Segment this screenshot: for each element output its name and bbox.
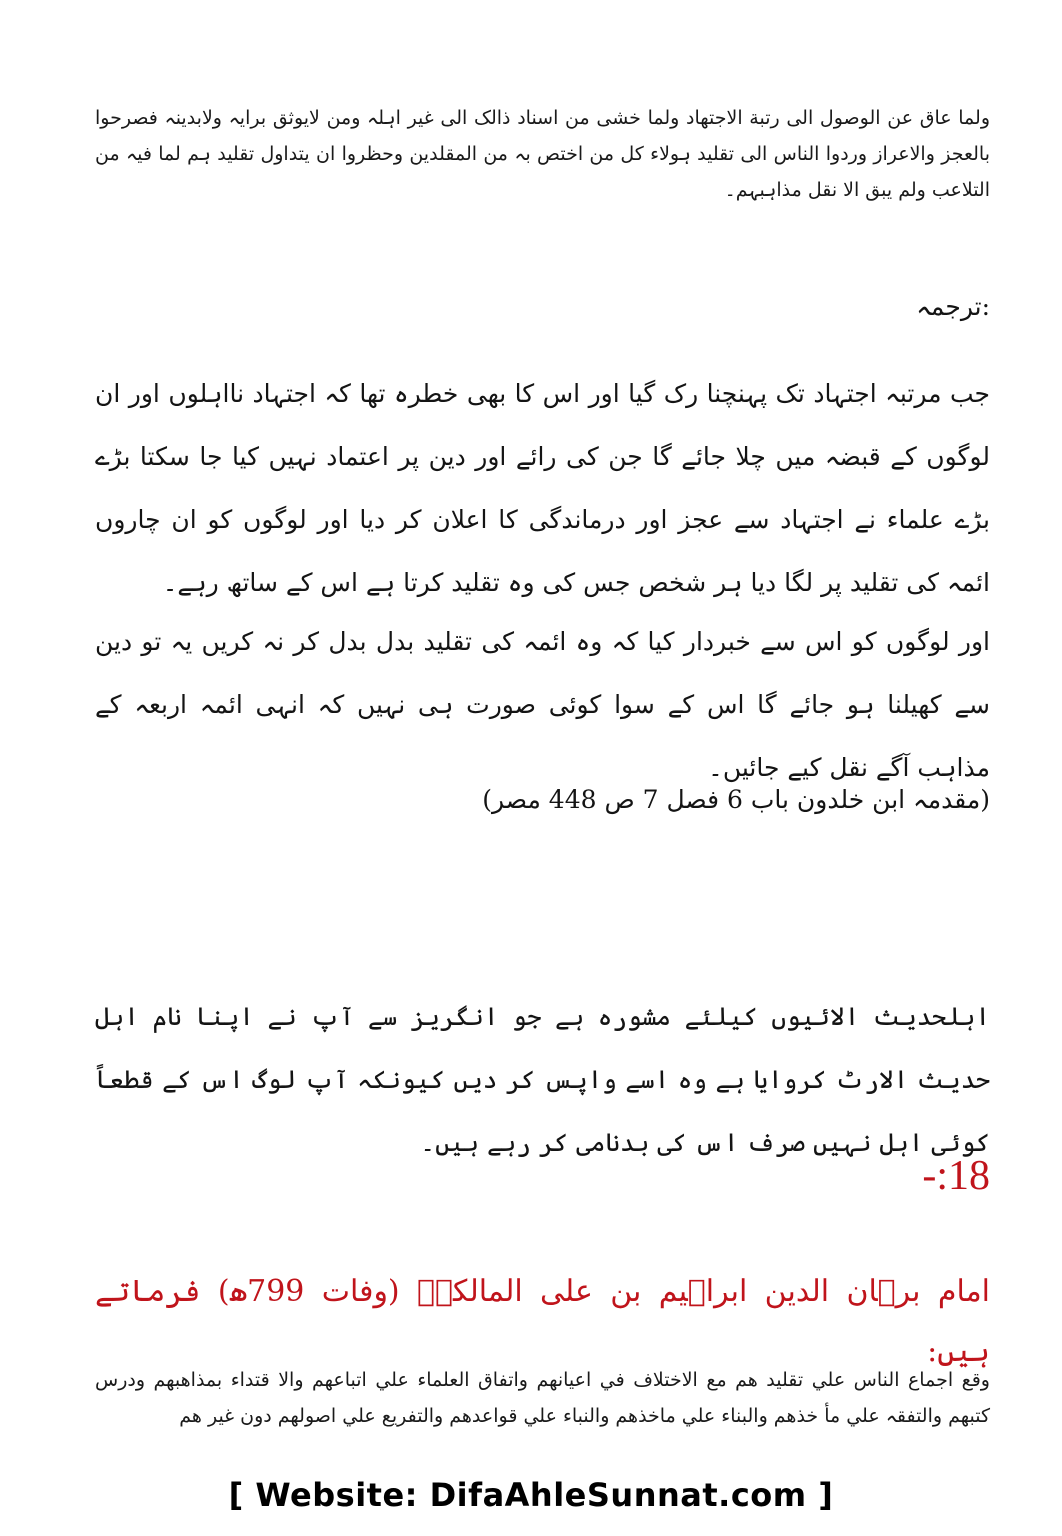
- website-footer: [ Website: DifaAhleSunnat.com ]: [228, 1476, 834, 1514]
- source-citation: (مقدمہ ابن خلدون باب 6 فصل 7 ص 448 مصر): [482, 785, 990, 814]
- section-heading: امام برہان الدین ابراہیم بن علی المالکیؒ (وفات 799ھ) فرماتے ہیں:: [95, 1274, 990, 1369]
- arabic-intro-text: ولما عاق عن الوصول الى رتبة الاجتهاد ولما خشى من اسناد ذالک الى غير اہلہ ومن لايوثق برايہ ولابدينہ فصرحوا بالعجز والاعراز وردوا الناس الى تقليد ہولاء کل من اختص بہ من المقلدين وحظروا ان يتداول تقليد ہم لما فيہ من التلاعب ولم يبق الا نقل مذاہبہم۔: [95, 107, 990, 201]
- urdu-translation-paragraph-2: اور لوگوں کو اس سے خبردار کیا کہ وہ ائمہ کی تقلید بدل بدل کر نہ کریں یہ تو دین سے کھیلنا ہو جائے گا اس کے سوا کوئی صورت ہی نہیں کہ انہی ائمہ اربعہ کے مذاہب آگے نقل کیے جائیں۔: [95, 627, 990, 782]
- translation-label: :ترجمہ: [916, 292, 990, 321]
- urdu-advice-paragraph: اہلحدیث الائیوں کیلئے مشورہ ہے جو انگریز سے آپ نے اپنا نام اہل حدیث الارٹ کروایا ہے وہ اسے واپس کر دیں کیونکہ آپ لوگ اس کے قطعاً کوئی اہل نہیں صرف اس کی بدنامی کر رہے ہیں۔: [95, 1002, 990, 1157]
- urdu-translation-paragraph-1: جب مرتبہ اجتہاد تک پہنچنا رک گیا اور اس کا بھی خطرہ تھا کہ اجتہاد نااہلوں اور ان لوگوں کے قبضہ میں چلا جائے گا جن کی رائے اور دین پر اعتماد نہیں کیا جا سکتا بڑے بڑے علماء نے اجتہاد سے عجز اور درماندگی کا اعلان کر دیا اور لوگوں کو ان چاروں ائمہ کی تقلید پر لگا دیا ہر شخص جس کی وہ تقلید کرتا ہے اس کے ساتھ رہے۔: [95, 379, 990, 597]
- arabic-quote-text: وقع اجماع الناس علي تقليد ھم مع الاختلاف في اعيانھم واتفاق العلماء علي اتباعھم والا قتداء بمذاھبھم ودرس کتبھم والتفقہ علي مأ خذھم والبناء علي ماخذھم والنباء علي قواعدھم والتفريع علي اصولھم دون غير ھم: [95, 1369, 990, 1427]
- section-number: 18:-: [922, 1153, 990, 1199]
